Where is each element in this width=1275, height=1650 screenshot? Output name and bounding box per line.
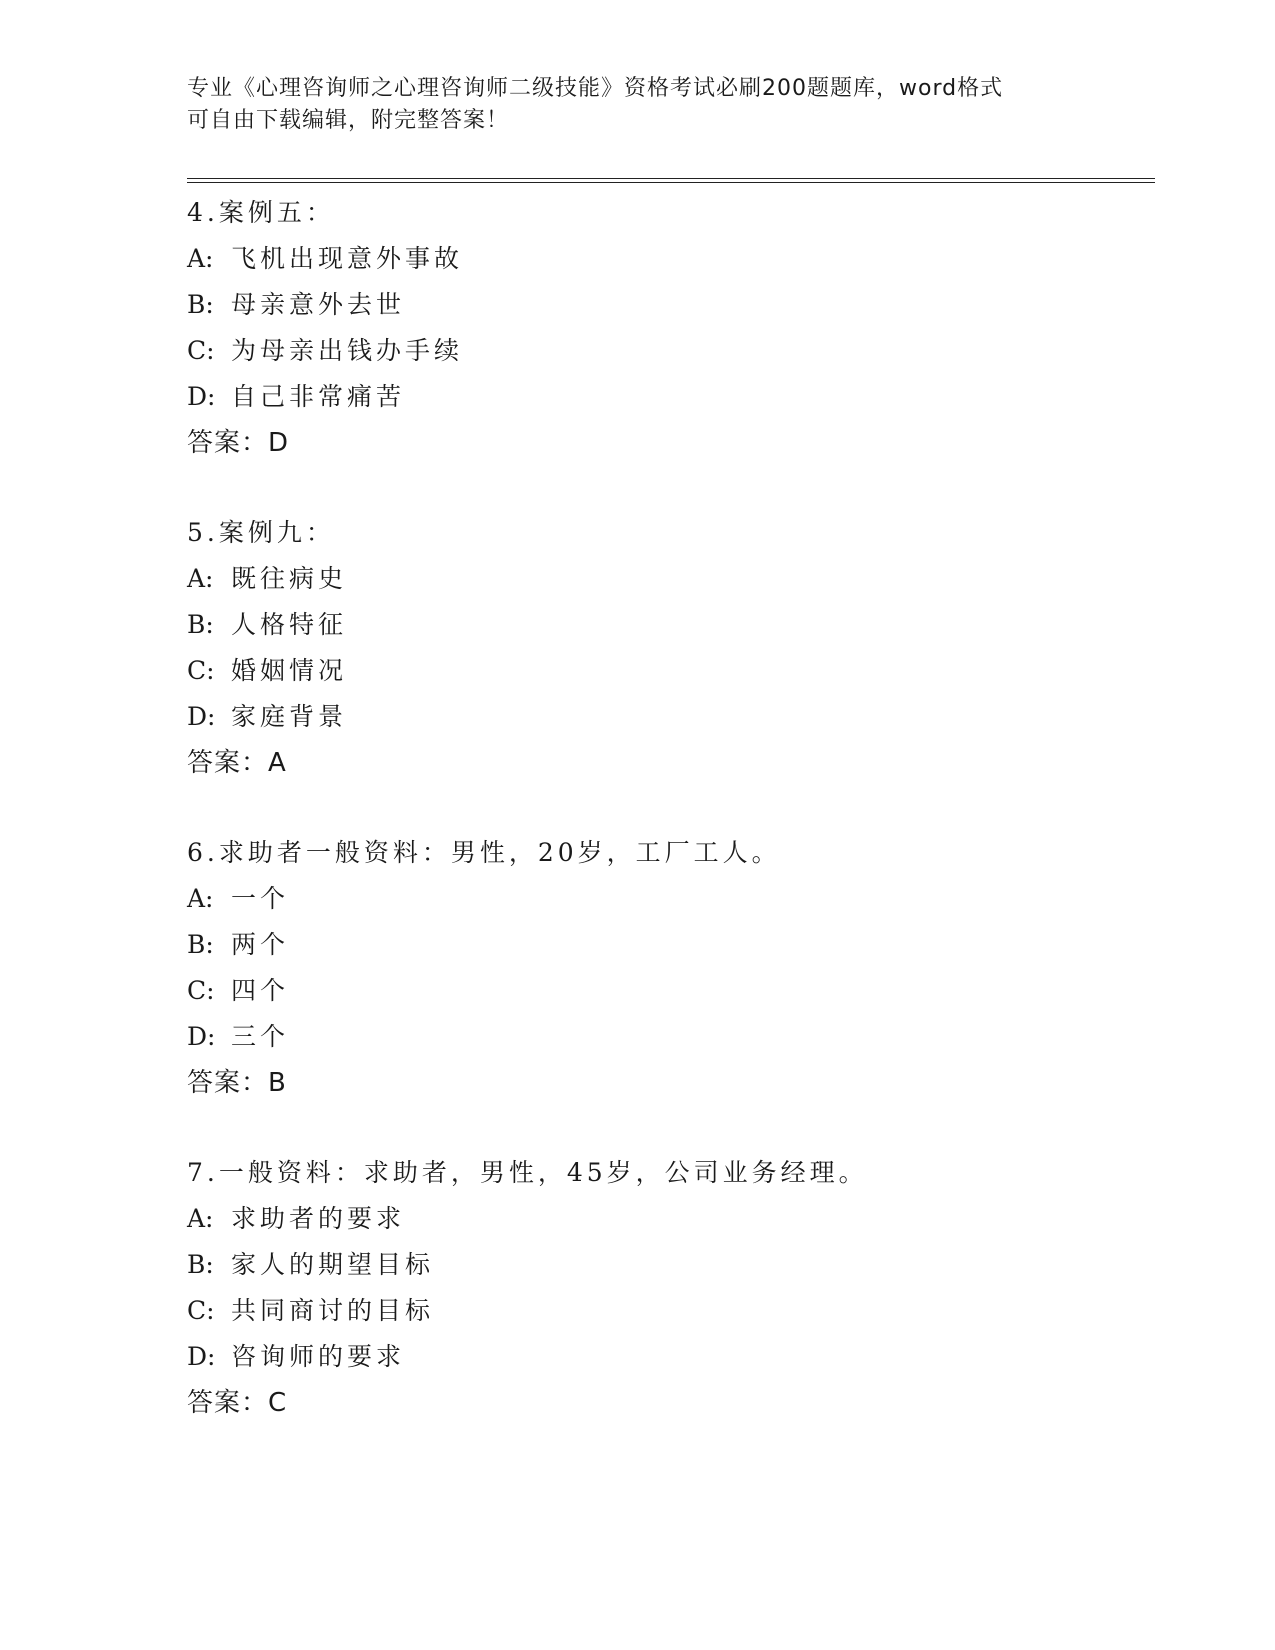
- question-stem: 4.案例五：: [187, 198, 335, 227]
- option-letter: C:: [187, 336, 215, 365]
- option-text: 两个: [231, 930, 290, 959]
- option-text: 为母亲出钱办手续: [231, 336, 464, 365]
- header-line-1: 专业《心理咨询师之心理咨询师二级技能》资格考试必刷200题题库，word格式: [187, 76, 1004, 101]
- question-6: [187, 830, 1147, 1106]
- option-text: 求助者的要求: [231, 1204, 406, 1233]
- option-b: [187, 1242, 1147, 1288]
- option-b: [187, 282, 1147, 328]
- option-d: [187, 694, 1147, 740]
- header-divider-top: [187, 178, 1155, 179]
- question-stem: 5.案例九：: [187, 518, 335, 547]
- option-text: 婚姻情况: [231, 656, 348, 685]
- option-text: 飞机出现意外事故: [231, 244, 464, 273]
- option-letter: D:: [187, 1342, 216, 1371]
- question-7: [187, 1150, 1147, 1426]
- option-text: 家庭背景: [231, 702, 348, 731]
- option-letter: A:: [187, 564, 214, 593]
- answer-line: 答案：A: [187, 748, 287, 778]
- option-b: [187, 602, 1147, 648]
- option-c: [187, 1288, 1147, 1334]
- option-text: 母亲意外去世: [231, 290, 406, 319]
- document-header: [187, 73, 1087, 137]
- option-a: [187, 1196, 1147, 1242]
- option-c: [187, 968, 1147, 1014]
- option-letter: B:: [187, 610, 214, 639]
- option-text: 家人的期望目标: [231, 1250, 435, 1279]
- option-a: [187, 236, 1147, 282]
- option-letter: D:: [187, 702, 216, 731]
- option-c: [187, 328, 1147, 374]
- option-letter: C:: [187, 976, 215, 1005]
- option-letter: C:: [187, 656, 215, 685]
- option-letter: D:: [187, 1022, 216, 1051]
- option-b: [187, 922, 1147, 968]
- question-stem: 7.一般资料：求助者，男性，45岁，公司业务经理。: [187, 1158, 868, 1187]
- header-line-2: 可自由下载编辑，附完整答案！: [187, 108, 510, 133]
- option-text: 人格特征: [231, 610, 348, 639]
- option-text: 三个: [231, 1022, 290, 1051]
- option-letter: A:: [187, 1204, 214, 1233]
- question-5: [187, 510, 1147, 786]
- option-text: 自己非常痛苦: [231, 382, 406, 411]
- question-4: [187, 190, 1147, 466]
- option-d: [187, 1014, 1147, 1060]
- option-d: [187, 1334, 1147, 1380]
- option-text: 一个: [231, 884, 290, 913]
- question-list: [187, 190, 1147, 1470]
- option-letter: A:: [187, 244, 214, 273]
- option-letter: D:: [187, 382, 216, 411]
- option-letter: C:: [187, 1296, 215, 1325]
- header-divider-bottom: [187, 182, 1155, 183]
- option-text: 四个: [231, 976, 290, 1005]
- answer-line: 答案：B: [187, 1068, 287, 1098]
- option-text: 既往病史: [231, 564, 348, 593]
- option-text: 共同商讨的目标: [231, 1296, 435, 1325]
- option-letter: B:: [187, 1250, 214, 1279]
- option-text: 咨询师的要求: [231, 1342, 406, 1371]
- option-c: [187, 648, 1147, 694]
- answer-line: 答案：D: [187, 428, 290, 458]
- option-d: [187, 374, 1147, 420]
- option-letter: A:: [187, 884, 214, 913]
- question-stem: 6.求助者一般资料：男性，20岁，工厂工人。: [187, 838, 781, 867]
- option-letter: B:: [187, 930, 214, 959]
- option-letter: B:: [187, 290, 214, 319]
- option-a: [187, 556, 1147, 602]
- option-a: [187, 876, 1147, 922]
- answer-line: 答案：C: [187, 1388, 288, 1418]
